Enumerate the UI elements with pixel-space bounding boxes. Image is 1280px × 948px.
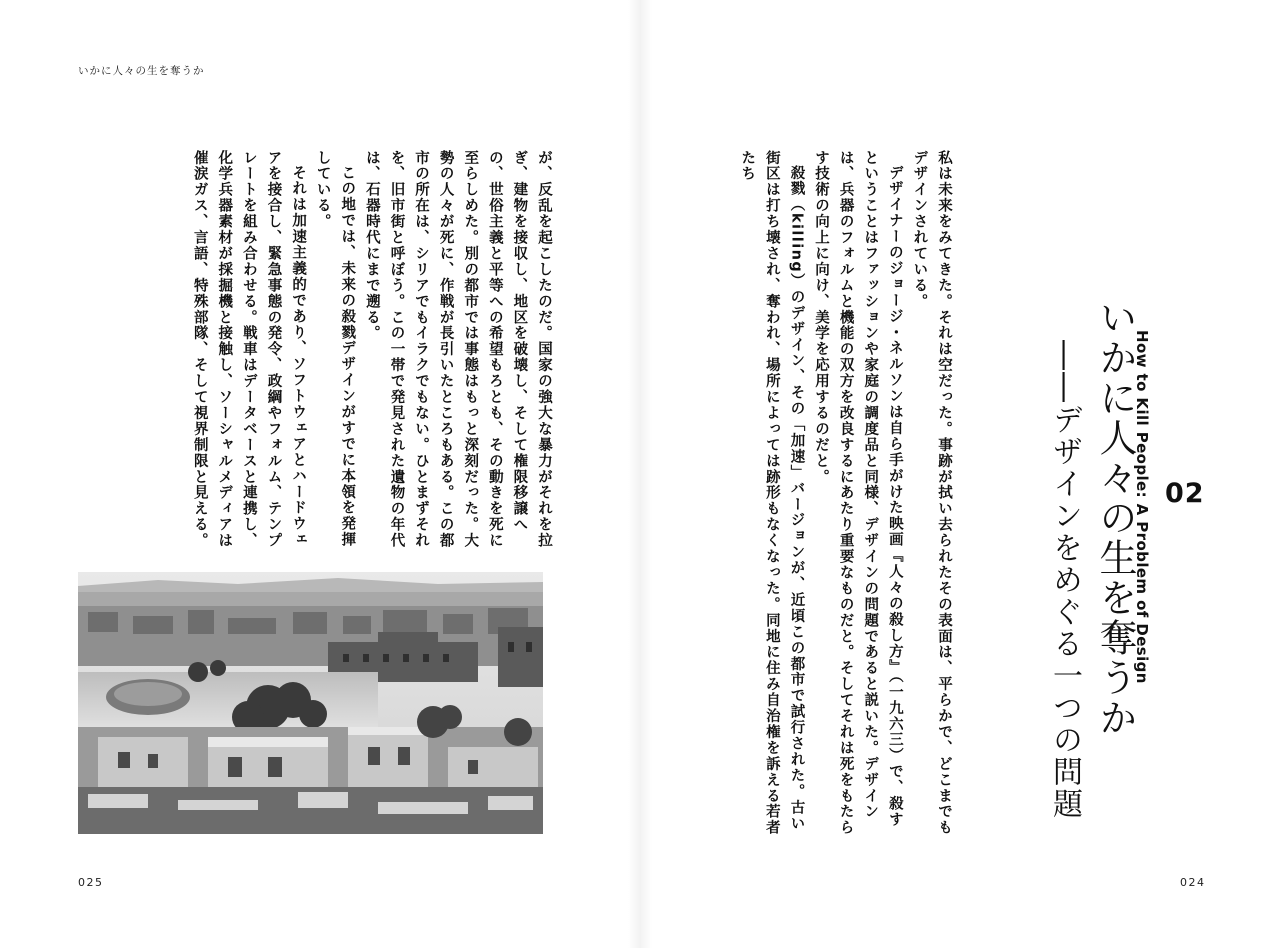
chapter-subtitle: ――デザインをめぐる一つの問題 [1047,340,1082,820]
chapter-number: 02 [1165,478,1205,509]
right-paragraph-1: 私は未来をみてきた。それは空だった。事跡が拭い去られたその表面は、平らかで、どこまでもデザインされている。 [911,150,952,836]
page-number-left: 025 [78,876,104,889]
left-paragraph-1: が、反乱を起こしたのだ。国家の強大な暴力がそれを拉ぎ、建物を接収し、地区を破壊し、そして権限移譲への、世俗主義と平等への希望もろとも、その動きを死に至らしめた。別の都市では事態はもっと深刻だった。大勢の人々が死に、作戦が長引いたところもある。この都市の所在は、シリアでもイラクでもない。ひとまずそれを、旧市街と呼ぼう。この一帯で発見された遺物の年代は、石器時代にまで遡る。 [363,150,552,549]
ruined-town-photo [78,572,543,834]
left-paragraph-3: それは加速主義的であり、ソフトウェアとハードウェアを接合し、緊急事態の発令、政綱やフォルム、テンプレートを組み合わせる。戦車はデータベースと連携し、化学兵器素材が採掘機と接触し、ソーシャルメディアは催涙ガス、言語、特殊部隊、そして視界制限と見える。 [191,150,307,549]
chapter-english-title: How to Kill People: A Problem of Design [1133,330,1151,684]
page-number-right: 024 [1180,876,1206,889]
right-page-body [734,150,956,840]
chapter-title: いかに人々の生を奪うか [1093,298,1137,738]
right-paragraph-2: デザイナーのジョージ・ネルソンは自ら手がけた映画『人々の殺し方』（一九六三）で、殺すということはファッションや家庭の調度品と同様、デザインの問題であると説いた。デザインは、兵器のフォルムと機能の双方を改良するにあたり重要なものだと。そしてそれは死をもたらす技術の向上に向け、美学を応用するのだと。 [813,150,903,836]
left-page-body [104,150,556,560]
gutter [628,0,652,948]
right-paragraph-3: 殺戮（killing）のデザイン、その「加速」バージョンが、近頃この都市で試行された。古い街区は打ち壊され、奪われ、場所によっては跡形もなくなった。同地に住み自治権を訴える若者たち [739,150,805,836]
running-head: いかに人々の生を奪うか [78,65,205,77]
left-paragraph-2: この地では、未来の殺戮デザインがすでに本領を発揮している。 [314,150,356,548]
